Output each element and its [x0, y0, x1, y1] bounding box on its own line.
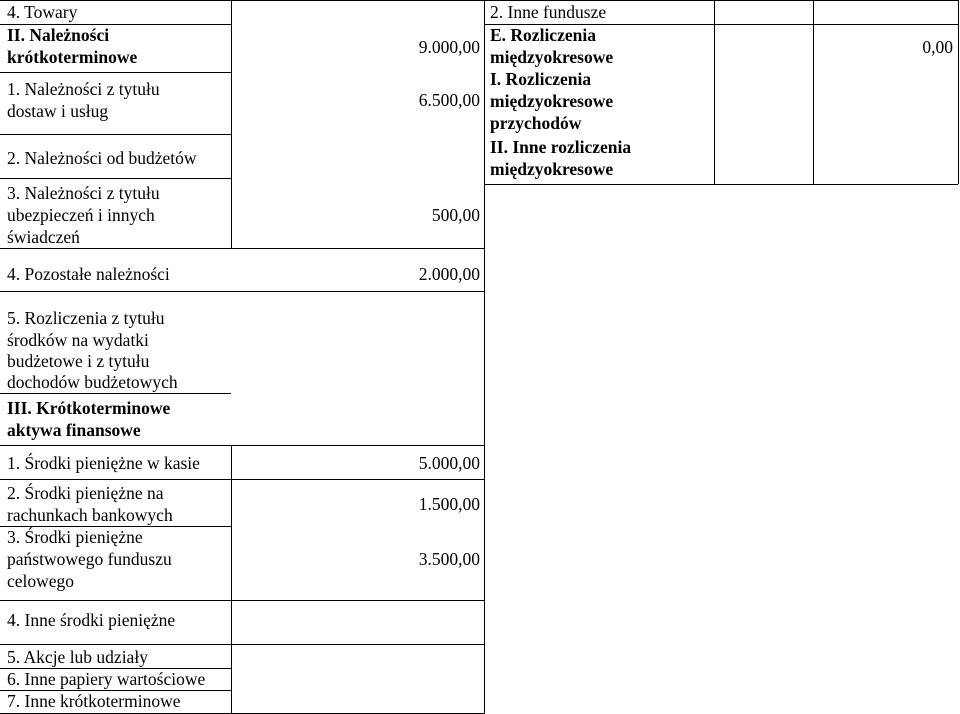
row-label: 1. Środki pieniężne w kasie	[7, 453, 200, 473]
row-divider	[0, 479, 484, 480]
column-divider	[813, 0, 814, 184]
row-label: 2. Środki pieniężne na	[7, 483, 164, 503]
row-divider	[0, 600, 484, 601]
column-divider	[484, 0, 485, 714]
row-value: 6.500,00	[418, 90, 480, 110]
column-divider	[958, 0, 959, 184]
row-label: 5. Akcje lub udziały	[7, 647, 148, 667]
row-label: E. Rozliczenia	[490, 25, 596, 45]
row-divider	[0, 72, 231, 73]
row-label: 1. Należności z tytułu	[7, 79, 160, 99]
row-divider	[0, 248, 484, 249]
row-value: 500,00	[431, 205, 480, 225]
row-label: międzyokresowe	[490, 47, 614, 67]
row-label: 3. Należności z tytułu	[7, 183, 160, 203]
row-value: 0,00	[922, 37, 953, 57]
row-label: I. Rozliczenia	[490, 69, 592, 89]
row-label: dochodów budżetowych	[7, 372, 178, 392]
column-divider	[714, 0, 715, 184]
row-divider	[0, 445, 484, 446]
row-divider	[0, 178, 231, 179]
row-label: przychodów	[490, 113, 582, 133]
row-divider	[0, 291, 484, 292]
row-label: 3. Środki pieniężne	[7, 527, 143, 547]
row-divider	[0, 134, 231, 135]
row-label: państwowego funduszu	[7, 549, 172, 569]
row-divider	[0, 0, 484, 1]
row-label: międzyokresowe	[490, 159, 614, 179]
row-label: II. Inne rozliczenia	[490, 137, 632, 157]
row-label: ubezpieczeń i innych	[7, 205, 155, 225]
row-value: 5.000,00	[418, 453, 480, 473]
row-divider	[484, 0, 958, 1]
row-label: świadczeń	[7, 227, 80, 247]
row-label: 7. Inne krótkoterminowe	[7, 691, 181, 711]
row-value: 2.000,00	[418, 264, 480, 284]
column-divider	[231, 0, 232, 248]
row-label: 4. Towary	[7, 2, 78, 22]
row-label: dostaw i usług	[7, 101, 109, 121]
row-divider	[0, 644, 484, 645]
row-label: II. Należności	[7, 25, 110, 45]
column-divider	[231, 445, 232, 714]
row-label: międzyokresowe	[490, 91, 614, 111]
row-label: 4. Inne środki pieniężne	[7, 610, 176, 630]
row-label: krótkoterminowe	[7, 47, 138, 67]
row-label: 4. Pozostałe należności	[7, 264, 170, 284]
row-divider	[714, 24, 958, 25]
row-label: rachunkach bankowych	[7, 505, 173, 525]
row-divider	[0, 393, 231, 394]
row-label: III. Krótkoterminowe	[7, 398, 171, 418]
row-value: 1.500,00	[418, 494, 480, 514]
row-value: 9.000,00	[418, 37, 480, 57]
row-label: 2. Inne fundusze	[490, 2, 607, 22]
row-divider	[484, 184, 958, 185]
row-label: 2. Należności od budżetów	[7, 148, 197, 168]
row-label: 6. Inne papiery wartościowe	[7, 669, 206, 689]
row-label: 5. Rozliczenia z tytułu	[7, 308, 165, 328]
row-value: 3.500,00	[418, 549, 480, 569]
row-label: aktywa finansowe	[7, 420, 141, 440]
row-label: środków na wydatki	[7, 330, 149, 350]
row-label: celowego	[7, 571, 75, 591]
row-label: budżetowe i z tytułu	[7, 351, 150, 371]
